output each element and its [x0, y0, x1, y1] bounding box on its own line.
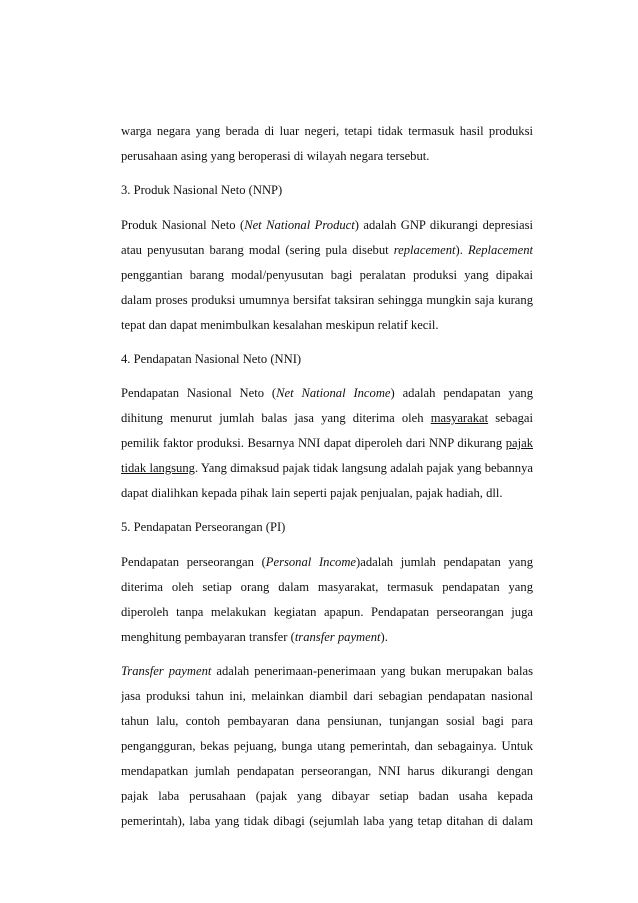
nnp-text: atau penyusutan barang modal (sering pula disebut [121, 243, 394, 257]
nnp-term: Replacement [467, 243, 533, 257]
nni-link[interactable]: tidak langsung [121, 461, 195, 475]
nnp-text: ) adalah GNP dikurangi depresiasi [354, 218, 533, 232]
pi-line-3: diperoleh tanpa melakukan kegiatan apapun. Pendapatan perseorangan juga [121, 605, 533, 619]
pi-term: transfer payment [294, 630, 381, 644]
pi-text: Pendapatan perseorangan ( [121, 555, 266, 569]
nnp-line-5: tepat dan dapat menimbulkan kesalahan meskipun relatif kecil. [121, 318, 439, 332]
nni-text: sebagai [488, 411, 533, 425]
transfer-text: adalah penerimaan-penerimaan yang bukan merupakan balas [211, 664, 533, 678]
transfer-line-5: mendapatkan jumlah pendapatan perseorangan, NNI harus dikurangi dengan [121, 764, 533, 778]
nni-text: Pendapatan Nasional Neto ( [121, 386, 277, 400]
transfer-line-3: tahun lalu, contoh pembayaran dana pensiunan, tunjangan sosial bagi para [121, 714, 533, 728]
nnp-text: ). [455, 243, 468, 257]
nni-line-5: dapat dialihkan kepada pihak lain seperti pajak penjualan, pajak hadiah, dll. [121, 486, 503, 500]
nni-line-3 [121, 435, 533, 451]
nni-term: Net National Income [276, 386, 391, 400]
pi-term: Personal Income [265, 555, 357, 569]
nnp-line-3: penggantian barang modal/penyusutan bagi peralatan produksi yang dipakai [121, 268, 533, 282]
pi-line-2: diterima oleh setiap orang dalam masyarakat, termasuk pendapatan yang [121, 580, 533, 594]
nnp-text: Produk Nasional Neto ( [121, 218, 245, 232]
transfer-term: Transfer payment [121, 664, 212, 678]
nni-link[interactable]: masyarakat [430, 411, 489, 425]
pi-line-1 [121, 554, 533, 570]
nni-line-4 [121, 460, 533, 476]
transfer-line-4: pengangguran, bekas pejuang, bunga utang pemerintah, dan sebagainya. Untuk [121, 739, 533, 753]
nni-text: ) adalah pendapatan yang [390, 386, 533, 400]
pi-text: )adalah jumlah pendapatan yang [356, 555, 533, 569]
intro-line-1: warga negara yang berada di luar negeri, tetapi tidak termasuk hasil produksi [121, 124, 533, 138]
transfer-line-7: pemerintah), laba yang tidak dibagi (sejumlah laba yang tetap ditahan di dalam [121, 814, 533, 828]
nni-text: dihitung menurut jumlah balas jasa yang diterima oleh [121, 411, 431, 425]
nnp-line-1 [121, 217, 533, 233]
nni-text: pemilik faktor produksi. Besarnya NNI dapat diperoleh dari NNP dikurang [121, 436, 506, 450]
nni-link[interactable]: pajak [505, 436, 533, 450]
section-heading-nnp: 3. Produk Nasional Neto (NNP) [121, 183, 283, 197]
nnp-term: replacement [393, 243, 456, 257]
transfer-line-1 [121, 663, 533, 679]
nni-line-2 [121, 410, 533, 426]
nni-text: . Yang dimaksud pajak tidak langsung adalah pajak yang bebannya [194, 461, 533, 475]
transfer-line-2: jasa produksi tahun ini, melainkan diambil dari sebagian pendapatan nasional [121, 689, 533, 703]
intro-line-2: perusahaan asing yang beroperasi di wilayah negara tersebut. [121, 149, 430, 163]
section-heading-pi: 5. Pendapatan Perseorangan (PI) [121, 520, 286, 534]
pi-text: ). [380, 630, 388, 644]
nnp-term: Net National Product [244, 218, 355, 232]
transfer-line-6: pajak laba perusahaan (pajak yang dibayar setiap badan usaha kepada [121, 789, 533, 803]
section-heading-nni: 4. Pendapatan Nasional Neto (NNI) [121, 352, 302, 366]
pi-line-4 [121, 629, 533, 645]
nnp-line-2 [121, 242, 533, 258]
nnp-line-4: dalam proses produksi umumnya bersifat taksiran sehingga mungkin saja kurang [121, 293, 533, 307]
pi-text: menghitung pembayaran transfer ( [121, 630, 295, 644]
nni-line-1 [121, 385, 533, 401]
